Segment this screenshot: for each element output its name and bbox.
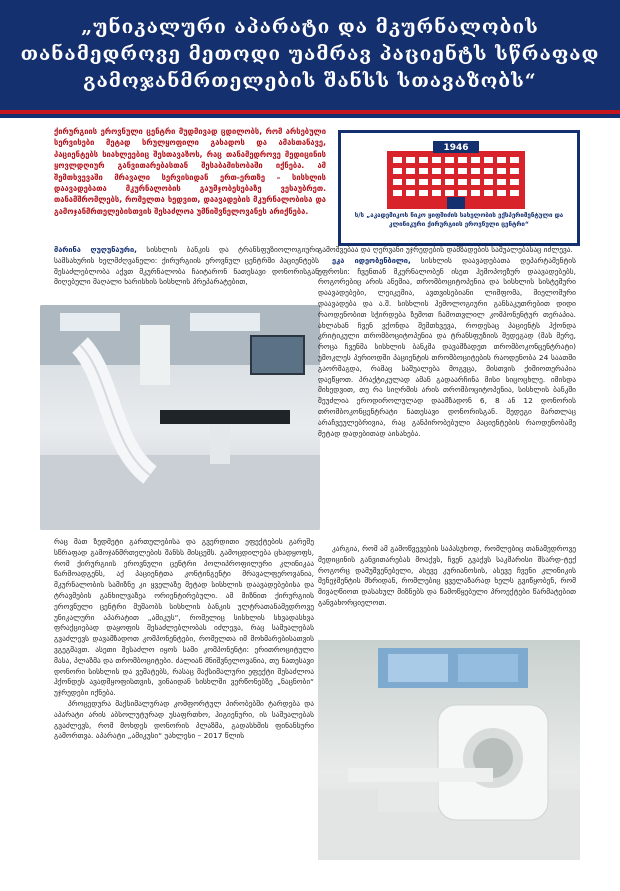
article-intro: ქირურგიის ეროვნული ცენტრი მუდმივად ცდილობს, რომ არსებული სერვისები მეტად სრულყოფილი გახადოს და ამასთანავე, პაციენტებს სიახლეებიც შესთავაზოს, რაც თანამედროვე მედიცინის ყოვლდღიურ განვითარებასთან შესაბამისობაში იქნება. ამ შემთხვევაში მრავალი სერვისიდან ერთ-ერთზე – სისხლის დაავადებათა მკურნალობის გაუმჯობესებაზე ვესაუბრეთ. თანამშრომლებს, რომელთა ხედვით, დაავადების მკურნალობისა და გამოჯანმრთელებისთვის შესაძლოა უმნიშვნელოვანეს არიქნება.: [54, 127, 326, 216]
mri-room-photo: [318, 640, 580, 860]
center-logo: [338, 130, 580, 246]
angiography-room-photo: [40, 305, 320, 530]
paragraph-text: სისხლის დაავადებათა დეპარტამენტის უფროსი: ჩვენთან მკურნალობენ ისეთ ჰემოპოეზურ დაავადებებს, როგორებიც არის ანემია, თრომბოციტოპენია და სისხლის სისტემური დაავადებები, ლეიკემია, ავთვისებიანი ლიმფომა, მიელომური დაავადება და ა.შ. სისხლის ჰემოლოგიური განსაკუთრებით დიდი რაოდენობით სჭირდება ზემოთ ჩამოთვლილ კომპონენტურ თერაპია. ახლახან ჩვენ ვქონდა შემთხვევა, როდესაც პაციენტს ჰქონდა კრიტიკული თრომბოციტოპენია და ტრანსფუზიის შედეგად (მას მერე, როცა ჩვენმა სისხლის ბანკმა დავამზადეთ თრომბოკონცენტრატი) უმოკლეს პერიოდში პაციენტის თრომბოციტების რაოდენობა 24 საათში გაორმაგდა, რამაც საშუალება მოგვცა, მისთვის ქიმიოთერაპია დაეწყოთ. პრაქტიკულად ამან გადაარჩინა მისი სიცოცხლე. იმისდა მიხედვით, თუ რა სიღრმის არის თრომბოციტოპენია, სისხლის ბანკში შეუძლია ეროდიროლულად დაამზადონ 6, 8 ან 12 დონორის თრომბოკონცენტრატი ნათესავი დონორისგან. შედეგი მართლაც არაჩვეულებრივია, რაც განპირობებული პაციენტების რაოდენობამე მეტად დადებითად აისახება.: [318, 255, 576, 438]
column-2-top: [318, 245, 576, 439]
article-title: „უნიკალური აპარატი და მკურნალობის თანამედროვე მეთოდი უამრავ პაციენტს სწრაფად გამოჯანმრთელების შანსს სთავაზობს“: [20, 16, 600, 92]
paragraph: რაც მათ ზედმეტი გართულებისა და გვერდითი ეფექტების გარეშე სწრაფად გამოჯანმრთელების შანსს მისცემს. გამოცდილება ცხადყოფს, რომ ქირურგიის ეროვნული ცენტრი პოლიპროფილური კლინიკაა წარმოადგენს, აქ პაციენტთა კონტინგენტი მრავალფეროვანია, მკურნალობის სამიზნე კი ყველაზე მეტად სისხლის დაავადებებისა და ტრავმების განხილვაზეა ორიენტირებული. ამ მიზნით ქირურგიის ეროვნული ცენტრი მუშაობს სისხლის ბანკის ულტრათანამედროვე უნიკალური აპარატით „ამიკუს“, რომელიც სისხლის სხვადასხვა ფრაქციებად დაყოფის შესაძლებლობას იძლევა, რაც სამუალებას გვაძლევს დავამზადოთ კომპონენტები, რომელთა იმ მოხმარებისათვის ვგეგმავთ. ასეთი შესაძლო იყოს სამი კომპონენტი: ერითროციტული მასა, პლაზმა და თრომბოციტები. ძალიან მნიშვნელოვანია, თუ ნათესავი დონორი სისხლის და ვემატებს, რასაც მაქსიმალური ეფექტი შესაძლოა ჰქონდეს ავადმყოფისთვის, ვინაიდან სისხლში ვერწონებზე „ნაცნობი“ უჯრედები იქნება.: [54, 537, 314, 698]
article-header: [0, 0, 620, 118]
speaker-name-2: ეკა იდეობენბილი,: [332, 255, 411, 265]
angiography-machine-icon: [40, 305, 320, 530]
header-red-rule: [0, 110, 620, 114]
paragraph-text: სისხლის ბანკის და ტრანსფუზიოლოგიური სამსახურის ხელმძღვანელი: ქირურგიის ეროვნულ ცენტრში პაციენტებს შესაძლებლობა აქვთ მკურნალობა ჩაიტარონ ნათესავი დონორისგან მიღებული მაღალი ხარისხის სისხლის პრეპარატებით,: [54, 245, 319, 287]
logo-caption: ს/ს „აკადემიკოს ნიკო ყიფშიძის სახელობის ექსპერიმენტული და კლინიკური ქირურგიის ეროვნული ცენტრი“: [354, 212, 564, 228]
paragraph: გამოშვებაა და ღერვანი უჯრედების დამზადების საშუალებასაც იძლევა.: [318, 245, 573, 254]
column-1-bottom: [54, 537, 314, 742]
mri-scanner-icon: [318, 640, 580, 860]
paragraph: პროცედურა მაქსიმალურად კომფორტულ პირობებში ტარდება და აპარატი არის აბსოლუტურად უსაფრთხო, ჰიგიენური, ის საშუალებას გვაძლევს, რომ მოხდეს დონორის პლაზმა, გადასხმის ფინანსური გამორთვა. აპარატი „ამიკუსი“ უახლესი – 2017 წლის: [54, 698, 314, 741]
paragraph: კარგია, რომ ამ გამოწვევების საპასუხოდ, რომლებიც თანამედროვე მედიცინის განვითარებას მოაქვს, ჩვენ გვაქვს საკმარისი შსარდ-ტექ როგორც დამუშვენებელი, ასევე კურიანოსის, ასევე ჩვენი კლინიკის მენეჯმენტის მხრიდან, რომლებიც ყველაზარად ხელს გვიწყობენ, რომ მივაღწიოთ დასახულ მიზნებს და წამოწყებული პროექტები წარმატებით განვახორციელოთ.: [318, 544, 576, 607]
column-1-top: [54, 245, 319, 288]
speaker-name-1: მარინა ღუღუნაური,: [54, 245, 137, 254]
column-2-bottom: [318, 544, 576, 609]
logo-year: 1946: [443, 143, 469, 153]
building-icon: [381, 139, 531, 209]
